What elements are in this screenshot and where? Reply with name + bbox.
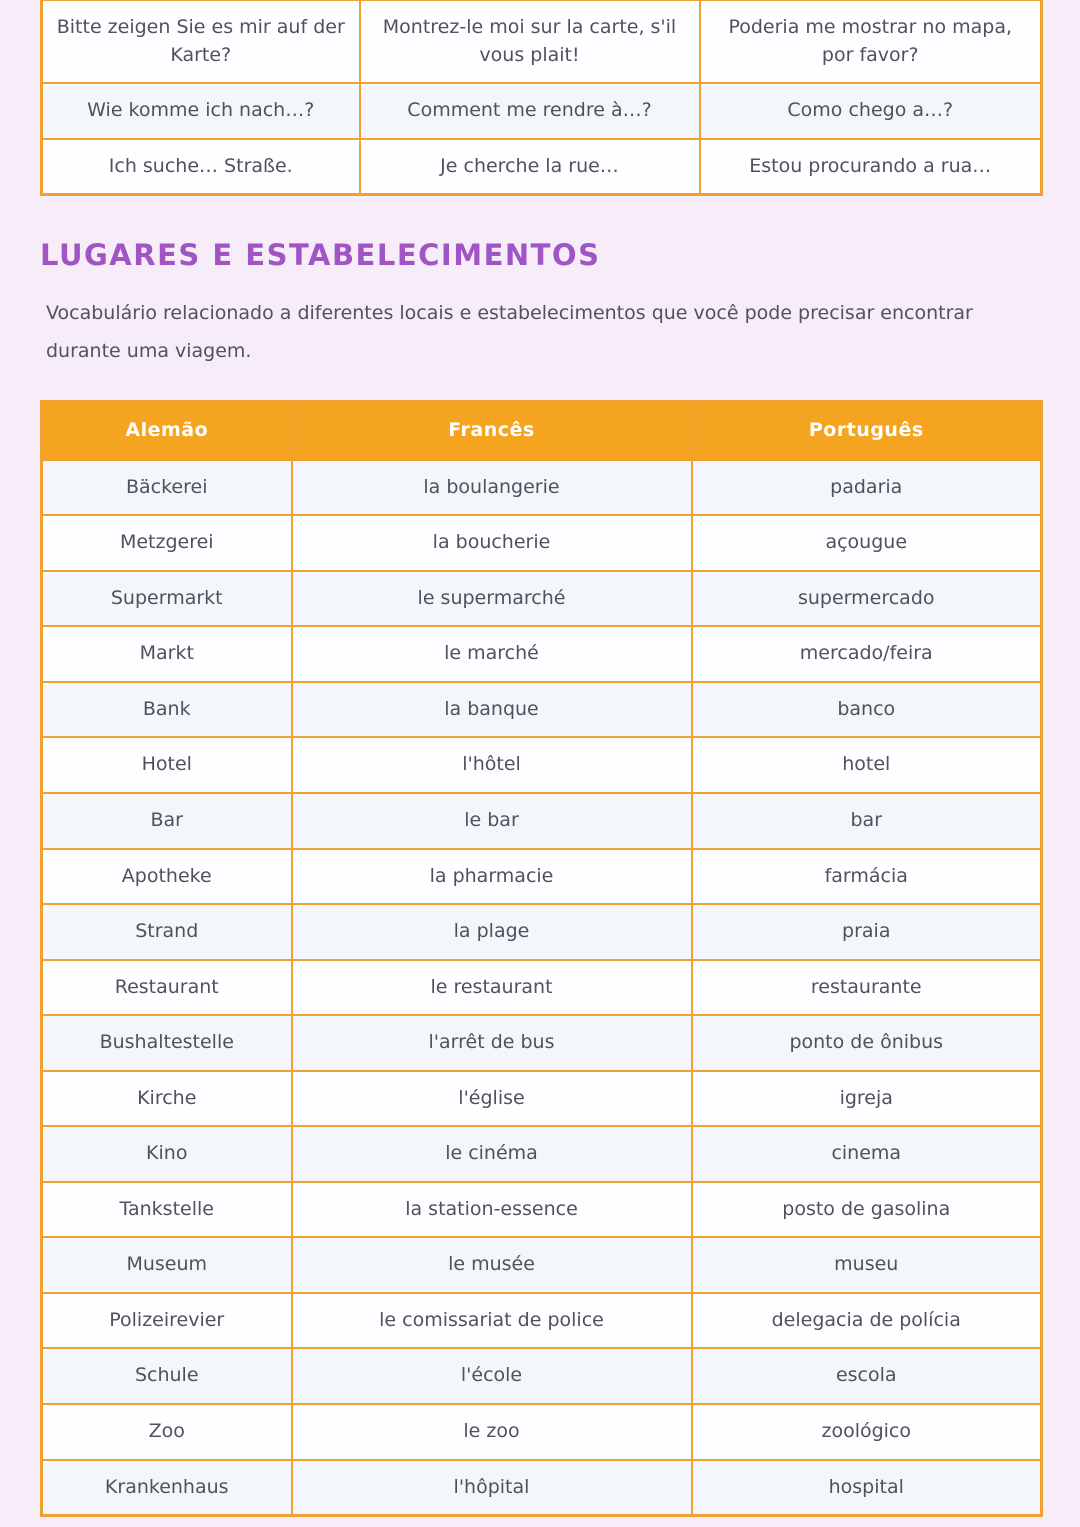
table-cell: Je cherche la rue… [360, 139, 700, 195]
table-cell: igreja [692, 1071, 1042, 1127]
table-cell: padaria [692, 460, 1042, 516]
table-cell: Poderia me mostrar no mapa, por favor? [700, 0, 1042, 83]
table-cell: Como chego a…? [700, 83, 1042, 139]
table-cell: Museum [42, 1237, 292, 1293]
table-cell: Montrez-le moi sur la carte, s'il vous plait! [360, 0, 700, 83]
table-cell: mercado/feira [692, 626, 1042, 682]
table-row [42, 83, 1042, 139]
table-cell: Kino [42, 1126, 292, 1182]
table-cell: Hotel [42, 737, 292, 793]
table-cell: cinema [692, 1126, 1042, 1182]
table-row [42, 626, 1042, 682]
section-title: LUGARES E ESTABELECIMENTOS [40, 238, 601, 273]
table-cell: Bäckerei [42, 460, 292, 516]
table-row [42, 1404, 1042, 1460]
table-cell: Tankstelle [42, 1182, 292, 1238]
column-header: Francês [292, 402, 692, 460]
table-cell: ponto de ônibus [692, 1015, 1042, 1071]
table-row [42, 904, 1042, 960]
table-row [42, 1071, 1042, 1127]
table-cell: supermercado [692, 571, 1042, 627]
table-cell: restaurante [692, 960, 1042, 1016]
table-cell: Estou procurando a rua… [700, 139, 1042, 195]
table-row [42, 960, 1042, 1016]
places-table-section [40, 400, 1040, 1517]
column-header: Alemão [42, 402, 292, 460]
table-cell: Polizeirevier [42, 1293, 292, 1349]
table-row [42, 1460, 1042, 1516]
table-cell: hospital [692, 1460, 1042, 1516]
table-cell: le restaurant [292, 960, 692, 1016]
table-row [42, 1293, 1042, 1349]
table-cell: l'église [292, 1071, 692, 1127]
table-cell: le bar [292, 793, 692, 849]
table-cell: Wie komme ich nach…? [42, 83, 360, 139]
table-cell: la boulangerie [292, 460, 692, 516]
table-row [42, 515, 1042, 571]
table-cell: Restaurant [42, 960, 292, 1016]
table-cell: Supermarkt [42, 571, 292, 627]
table-row [42, 793, 1042, 849]
table-row [42, 1015, 1042, 1071]
table-cell: la station-essence [292, 1182, 692, 1238]
table-cell: l'arrêt de bus [292, 1015, 692, 1071]
table-cell: banco [692, 682, 1042, 738]
table-cell: la plage [292, 904, 692, 960]
table-row [42, 571, 1042, 627]
table-row [42, 1348, 1042, 1404]
table-cell: Strand [42, 904, 292, 960]
table-cell: hotel [692, 737, 1042, 793]
table-row [42, 737, 1042, 793]
table-cell: le cinéma [292, 1126, 692, 1182]
table-cell: le musée [292, 1237, 692, 1293]
phrases-table-section [40, 0, 1040, 196]
table-cell: Metzgerei [42, 515, 292, 571]
table-row [42, 682, 1042, 738]
phrases-table [40, 0, 1043, 196]
table-row [42, 1182, 1042, 1238]
table-cell: posto de gasolina [692, 1182, 1042, 1238]
table-cell: Apotheke [42, 849, 292, 905]
table-cell: Schule [42, 1348, 292, 1404]
table-cell: zoológico [692, 1404, 1042, 1460]
table-row [42, 139, 1042, 195]
table-cell: l'hôtel [292, 737, 692, 793]
table-row [42, 1126, 1042, 1182]
table-cell: la pharmacie [292, 849, 692, 905]
table-cell: escola [692, 1348, 1042, 1404]
table-row [42, 1237, 1042, 1293]
places-table [40, 400, 1043, 1517]
table-cell: l'école [292, 1348, 692, 1404]
table-cell: bar [692, 793, 1042, 849]
table-cell: açougue [692, 515, 1042, 571]
table-cell: praia [692, 904, 1042, 960]
table-cell: delegacia de polícia [692, 1293, 1042, 1349]
table-cell: farmácia [692, 849, 1042, 905]
table-cell: l'hôpital [292, 1460, 692, 1516]
table-cell: le comissariat de police [292, 1293, 692, 1349]
table-cell: la boucherie [292, 515, 692, 571]
table-row [42, 460, 1042, 516]
table-cell: Krankenhaus [42, 1460, 292, 1516]
section-description: Vocabulário relacionado a diferentes locais e estabelecimentos que você pode precisar encontrar durante uma viagem. [46, 302, 973, 363]
table-cell: Bitte zeigen Sie es mir auf der Karte? [42, 0, 360, 83]
table-row [42, 849, 1042, 905]
table-cell: Markt [42, 626, 292, 682]
table-row [42, 0, 1042, 83]
table-cell: le supermarché [292, 571, 692, 627]
table-cell: Comment me rendre à…? [360, 83, 700, 139]
header-row [42, 402, 1042, 460]
table-cell: Kirche [42, 1071, 292, 1127]
table-cell: Bar [42, 793, 292, 849]
table-cell: museu [692, 1237, 1042, 1293]
table-cell: Zoo [42, 1404, 292, 1460]
table-cell: la banque [292, 682, 692, 738]
column-header: Português [692, 402, 1042, 460]
table-cell: Bank [42, 682, 292, 738]
table-cell: Bushaltestelle [42, 1015, 292, 1071]
table-cell: Ich suche… Straße. [42, 139, 360, 195]
table-cell: le marché [292, 626, 692, 682]
table-cell: le zoo [292, 1404, 692, 1460]
